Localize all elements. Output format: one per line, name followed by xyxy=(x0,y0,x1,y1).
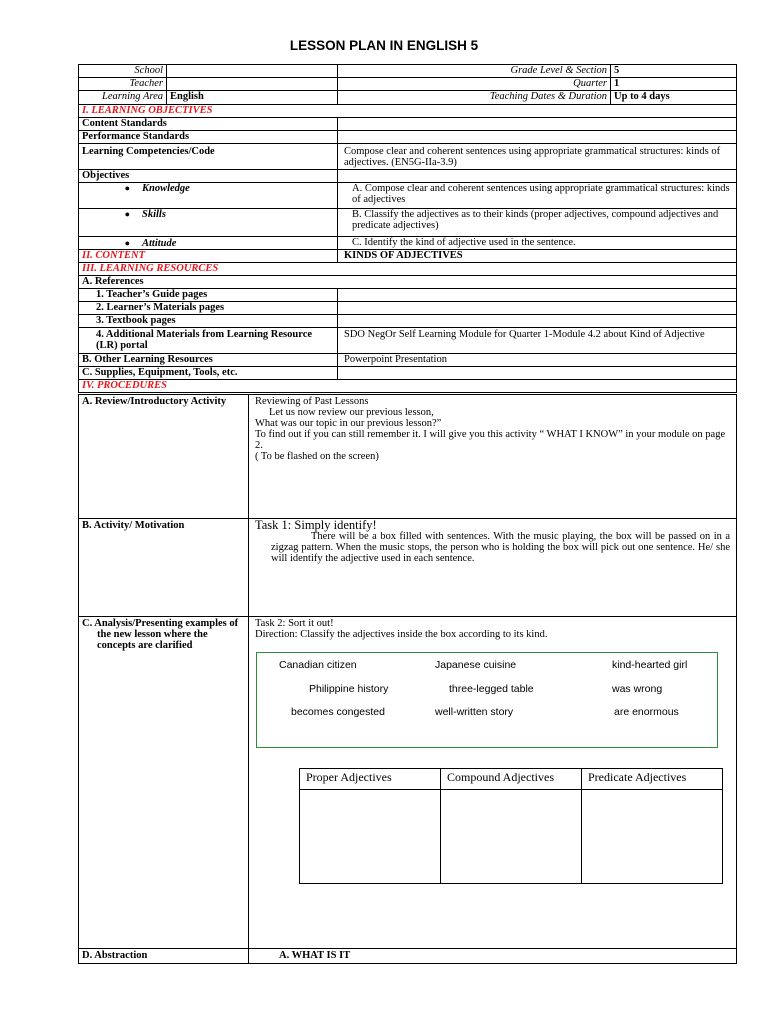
section-heading-resources: III. LEARNING RESOURCES xyxy=(79,263,737,276)
knowledge-row xyxy=(79,183,338,209)
quarter-label: Quarter xyxy=(338,78,611,91)
activity-title: Task 1: Simply identify! xyxy=(255,518,377,532)
bullet-icon: ● xyxy=(124,183,130,193)
knowledge-value: A. Compose clear and coherent sentences using appropriate grammatical structures: kinds of adjectives xyxy=(338,183,737,209)
performance-standards-label: Performance Standards xyxy=(79,131,338,144)
bullet-icon: ● xyxy=(124,209,130,219)
lesson-header-table xyxy=(78,64,737,393)
section-heading-content: II. CONTENT xyxy=(79,250,338,263)
other-resources-value: Powerpoint Presentation xyxy=(338,354,737,367)
bullet-icon: ● xyxy=(124,238,130,248)
area-value: English xyxy=(167,91,338,105)
review-line: To find out if you can still remember it. I will give you this activity “ WHAT I KNOW” in your module on page 2. xyxy=(255,429,726,451)
activity-body xyxy=(249,519,737,617)
skills-value: B. Classify the adjectives as to their kinds (proper adjectives, compound adjectives and predicate adjectives) xyxy=(338,209,737,237)
skills-row xyxy=(79,209,338,237)
activity-label: B. Activity/ Motivation xyxy=(79,519,249,617)
content-standards-value xyxy=(338,118,737,131)
review-line: What was our topic in our previous lesson?” xyxy=(255,418,442,429)
supplies-value xyxy=(338,367,737,380)
sort-cell xyxy=(582,790,723,884)
adjective-item: Philippine history xyxy=(309,683,389,695)
adjective-item: are enormous xyxy=(614,706,679,718)
area-label: Learning Area xyxy=(79,91,167,105)
adjective-item: three-legged table xyxy=(449,683,534,695)
teacher-value xyxy=(167,78,338,91)
sort-header-compound: Compound Adjectives xyxy=(441,769,582,790)
review-label: A. Review/Introductory Activity xyxy=(79,395,249,519)
review-line: Let us now review our previous lesson, xyxy=(269,407,434,418)
grade-label: Grade Level & Section xyxy=(338,65,611,78)
performance-standards-value xyxy=(338,131,737,144)
analysis-title: Task 2: Sort it out! xyxy=(255,618,334,629)
lm-pages-label: 2. Learner’s Materials pages xyxy=(79,302,338,315)
section-heading-objectives: I. LEARNING OBJECTIVES xyxy=(79,105,737,118)
review-line: ( To be flashed on the screen) xyxy=(255,451,379,462)
school-label: School xyxy=(79,65,167,78)
adjective-item: Japanese cuisine xyxy=(435,659,517,671)
attitude-row xyxy=(79,237,338,250)
quarter-value: 1 xyxy=(611,78,737,91)
content-value: KINDS OF ADJECTIVES xyxy=(338,250,737,263)
objectives-label: Objectives xyxy=(79,170,338,183)
adjective-item: becomes congested xyxy=(291,706,385,718)
school-value xyxy=(167,65,338,78)
additional-materials-value: SDO NegOr Self Learning Module for Quarter 1-Module 4.2 about Kind of Adjective xyxy=(338,328,737,354)
supplies-label: C. Supplies, Equipment, Tools, etc. xyxy=(79,367,338,380)
knowledge-label: Knowledge xyxy=(142,183,190,194)
analysis-direction: Direction: Classify the adjectives inside the box according to its kind. xyxy=(255,629,548,640)
dates-label: Teaching Dates & Duration xyxy=(338,91,611,105)
dates-value: Up to 4 days xyxy=(611,91,737,105)
sort-header-proper: Proper Adjectives xyxy=(300,769,441,790)
grade-value: 5 xyxy=(611,65,737,78)
teacher-label: Teacher xyxy=(79,78,167,91)
page-title: LESSON PLAN IN ENGLISH 5 xyxy=(289,38,479,53)
abstraction-label: D. Abstraction xyxy=(79,949,249,964)
competencies-value: Compose clear and coherent sentences using appropriate grammatical structures: kinds of adjectives. (EN5G-IIa-3.9) xyxy=(338,144,737,170)
adjective-item: was wrong xyxy=(612,683,663,695)
sort-table xyxy=(299,768,723,884)
sort-cell xyxy=(441,790,582,884)
abstraction-value: A. WHAT IS IT xyxy=(249,949,737,964)
adjective-item: Canadian citizen xyxy=(279,659,357,671)
review-body xyxy=(249,395,737,519)
references-label: A. References xyxy=(79,276,737,289)
content-standards-label: Content Standards xyxy=(79,118,338,131)
attitude-label: Attitude xyxy=(142,238,177,249)
attitude-value: C. Identify the kind of adjective used in the sentence. xyxy=(338,237,737,250)
sort-cell xyxy=(300,790,441,884)
activity-text: There will be a box filled with sentences. With the music playing, the box will be passed on in a zigzag pattern. When the music stops, the person who is holding the box will pick out one sentence. He/ she will identify the adjective used in each sentence. xyxy=(271,531,730,564)
other-resources-label: B. Other Learning Resources xyxy=(79,354,338,367)
analysis-label: C. Analysis/Presenting examples of the new lesson where the concepts are clarified xyxy=(79,617,249,949)
tg-pages-label: 1. Teacher’s Guide pages xyxy=(79,289,338,302)
adjectives-box xyxy=(256,652,718,748)
competencies-label: Learning Competencies/Code xyxy=(79,144,338,170)
adjective-item: kind-hearted girl xyxy=(612,659,688,671)
section-heading-procedures: IV. PROCEDURES xyxy=(79,380,737,393)
sort-header-predicate: Predicate Adjectives xyxy=(582,769,723,790)
review-title: Reviewing of Past Lessons xyxy=(255,396,369,407)
textbook-pages-label: 3. Textbook pages xyxy=(79,315,338,328)
skills-label: Skills xyxy=(142,209,166,220)
additional-materials-label: 4. Additional Materials from Learning Resource (LR) portal xyxy=(79,328,338,354)
adjective-item: well-written story xyxy=(435,706,514,718)
